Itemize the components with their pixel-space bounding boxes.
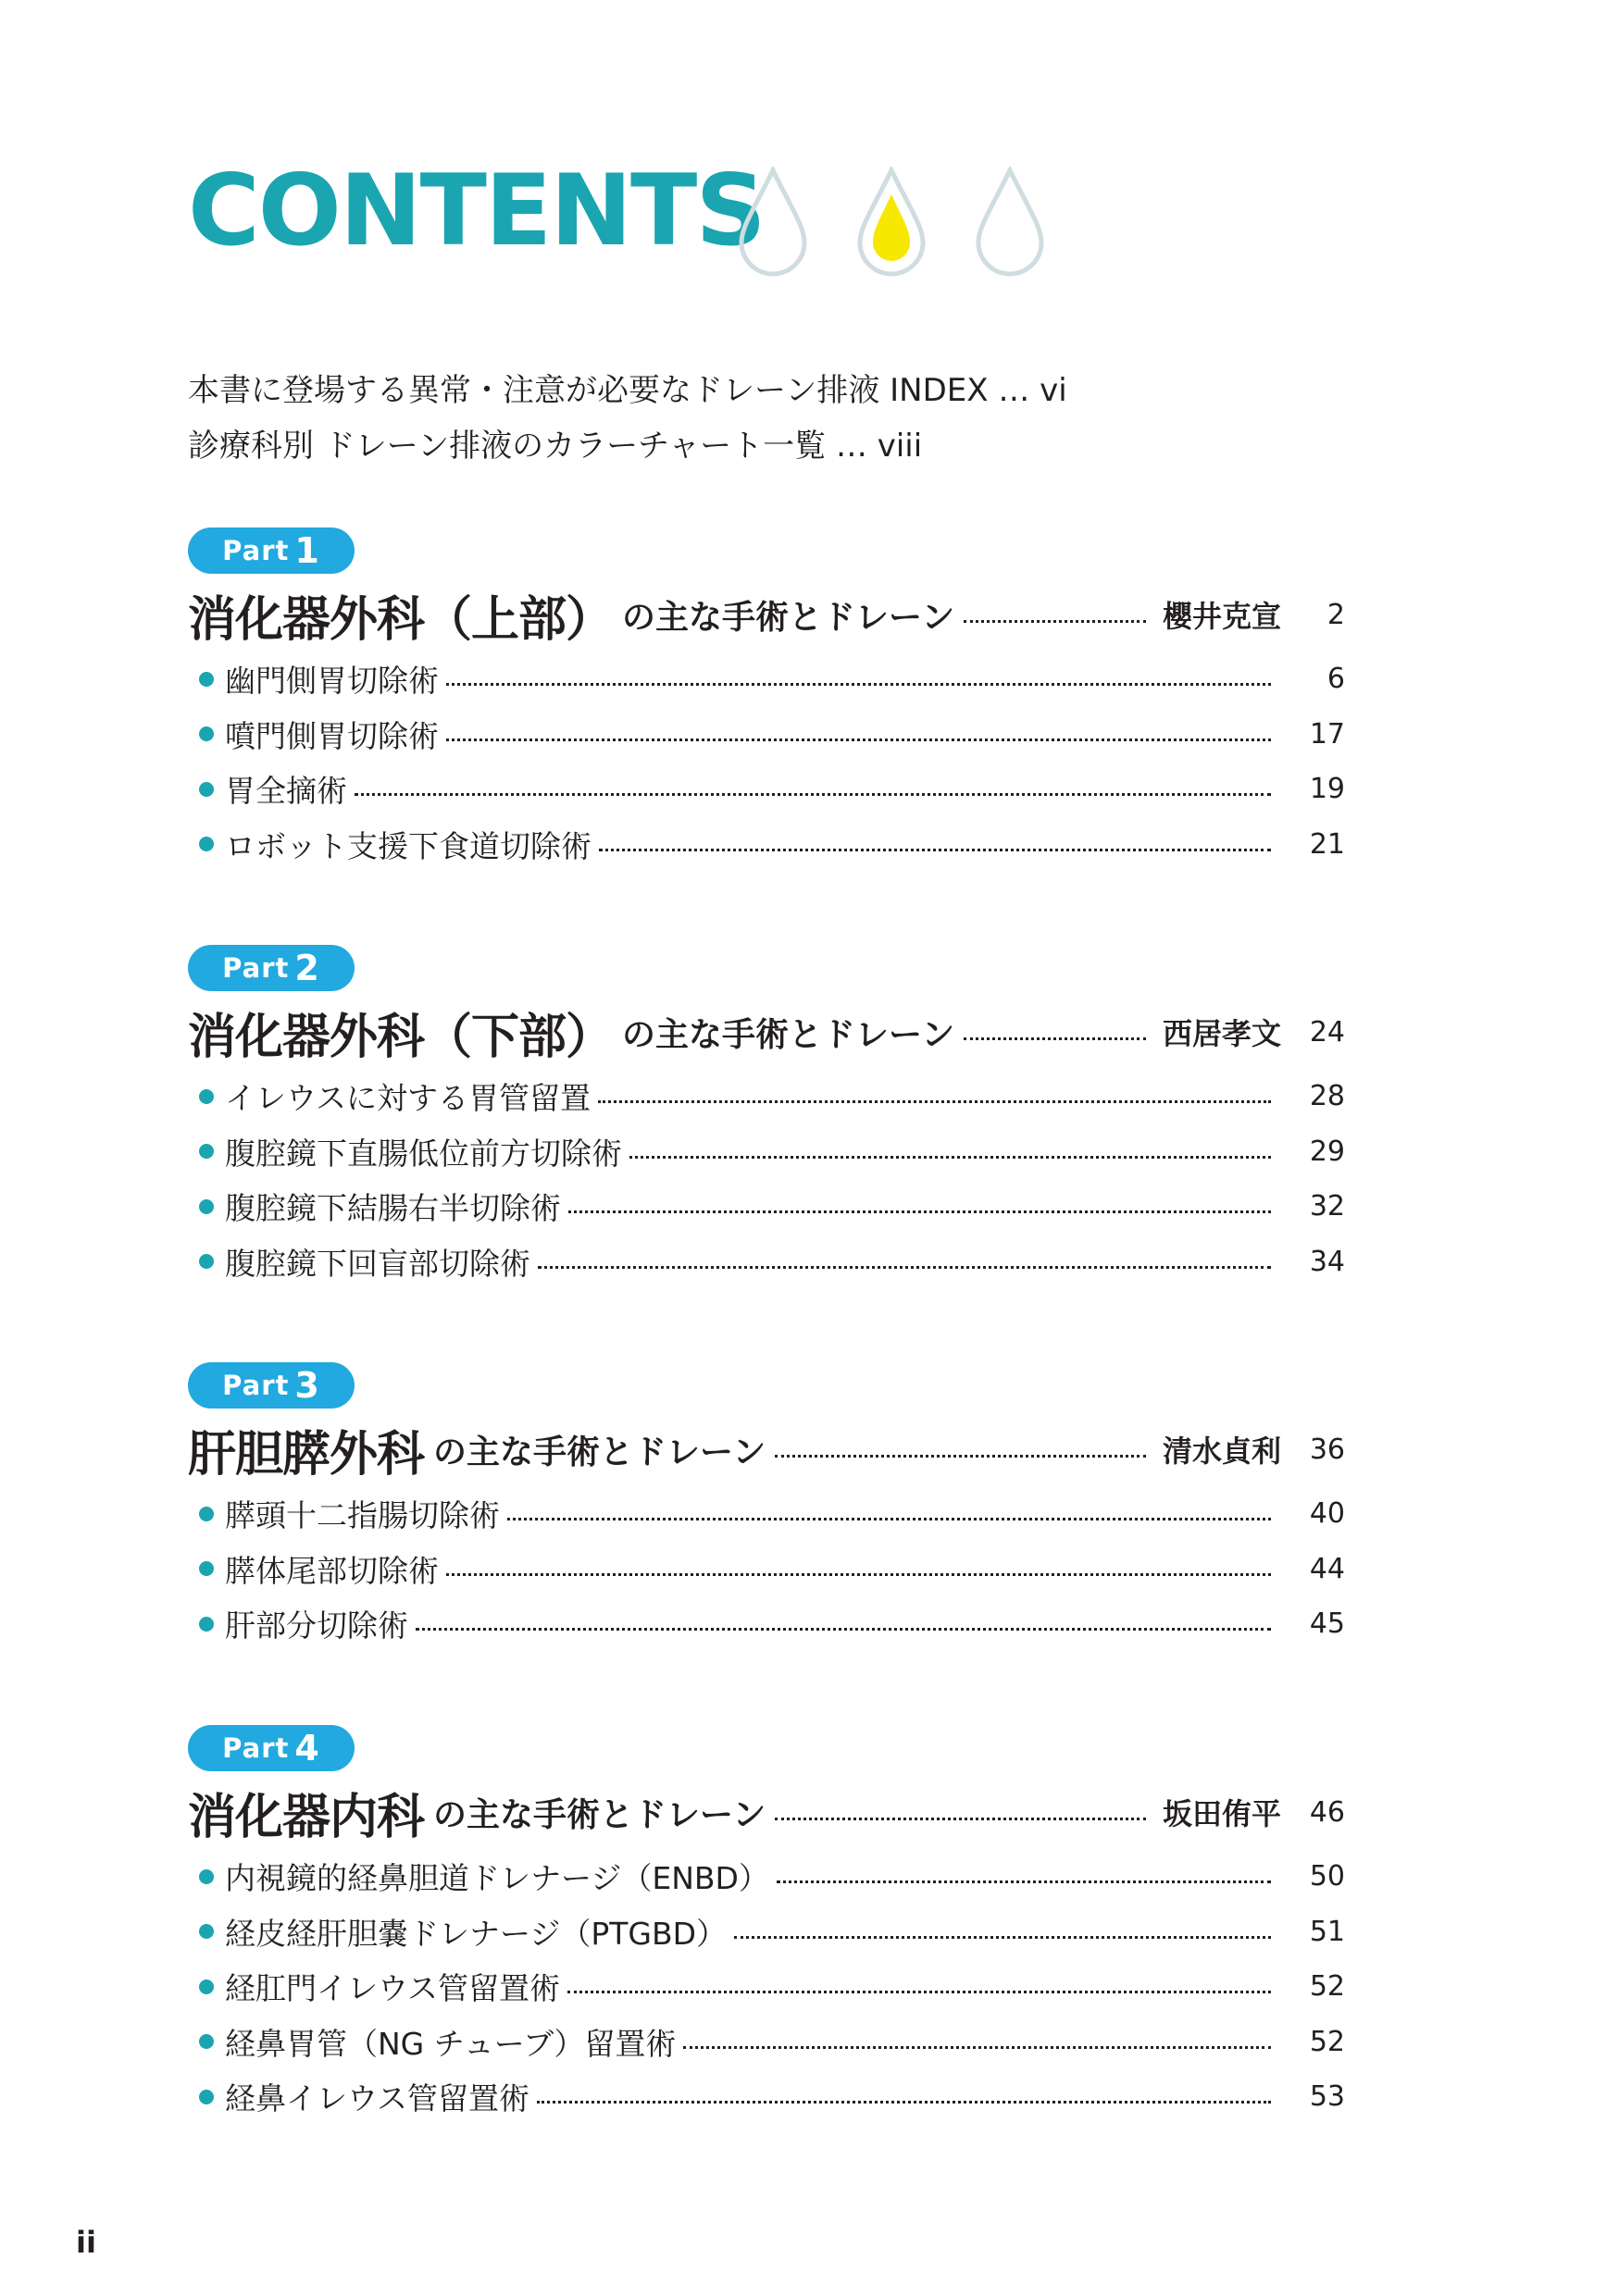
- part-badge: [188, 1362, 355, 1409]
- toc-item-page: 44: [1309, 1552, 1345, 1585]
- bullet-icon: [199, 782, 214, 797]
- drop-outline-icon: [741, 170, 804, 274]
- part-badge-number: 1: [294, 530, 320, 571]
- bullet-icon: [199, 1617, 214, 1632]
- part-badge-label: Part: [222, 535, 290, 566]
- leader-dots: [775, 1455, 1146, 1458]
- toc-item[interactable]: [199, 1069, 1345, 1124]
- bullet-icon: [199, 1507, 214, 1521]
- part-badge-number: 4: [294, 1728, 320, 1769]
- toc-item-label: ロボット支援下食道切除術: [225, 827, 592, 864]
- toc-item[interactable]: [199, 1959, 1345, 2015]
- bullet-icon: [199, 726, 214, 741]
- toc-item-page: 50: [1309, 1860, 1345, 1893]
- bullet-icon: [199, 1254, 214, 1269]
- part-heading[interactable]: [188, 1414, 1345, 1484]
- part-badge-number: 3: [294, 1365, 320, 1406]
- toc-item-label: 胃全摘術: [225, 773, 347, 810]
- toc-item-page: 34: [1309, 1245, 1345, 1278]
- drop-filled-icon: [873, 194, 910, 261]
- bullet-icon: [199, 2090, 214, 2104]
- toc-item-label: 肝部分切除術: [225, 1607, 408, 1644]
- leader-dots: [446, 738, 1271, 741]
- part-author: 櫻井克宣: [1163, 599, 1282, 634]
- part-author: 清水貞利: [1163, 1433, 1282, 1469]
- bullet-icon: [199, 672, 214, 687]
- bullet-icon: [199, 1924, 214, 1939]
- toc-list: [199, 1849, 1345, 2125]
- part-heading[interactable]: [188, 1777, 1345, 1847]
- toc-item[interactable]: [199, 1905, 1345, 1960]
- toc-item[interactable]: [199, 2015, 1345, 2070]
- part-badge-label: Part: [222, 1732, 290, 1764]
- leader-dots: [538, 1266, 1271, 1269]
- leader-dots: [683, 2046, 1271, 2049]
- toc-item-page: 53: [1309, 2080, 1345, 2114]
- part-page-number: 24: [1309, 1015, 1345, 1049]
- part-badge-label: Part: [222, 952, 290, 984]
- leader-dots: [416, 1628, 1271, 1631]
- leader-dots: [777, 1880, 1271, 1883]
- toc-item-page: 28: [1309, 1080, 1345, 1113]
- part-subtitle: の主な手術とドレーン: [622, 598, 955, 637]
- bullet-icon: [199, 1144, 214, 1159]
- part-badge: [188, 1725, 355, 1771]
- toc-item[interactable]: [199, 1849, 1345, 1905]
- leader-dots: [734, 1936, 1271, 1939]
- toc-item[interactable]: [199, 1235, 1345, 1290]
- toc-list: [199, 1069, 1345, 1289]
- leader-dots: [964, 1037, 1146, 1040]
- toc-item-label: 腹腔鏡下回盲部切除術: [225, 1245, 530, 1282]
- toc-item[interactable]: [199, 652, 1345, 707]
- bullet-icon: [199, 837, 214, 851]
- toc-item-page: 51: [1309, 1915, 1345, 1948]
- part-heading[interactable]: [188, 997, 1345, 1067]
- leader-dots: [537, 2101, 1271, 2104]
- part-subtitle: の主な手術とドレーン: [433, 1795, 766, 1834]
- toc-item-page: 6: [1326, 663, 1345, 696]
- part-badge-label: Part: [222, 1370, 290, 1401]
- part-author: 坂田侑平: [1163, 1796, 1282, 1831]
- part-author: 西居孝文: [1163, 1016, 1282, 1051]
- leader-dots: [964, 620, 1146, 623]
- leader-dots: [355, 793, 1271, 796]
- part-badge: [188, 945, 355, 991]
- page-title: CONTENTS: [188, 154, 765, 267]
- toc-list: [199, 652, 1345, 872]
- toc-item-label: 膵頭十二指腸切除術: [225, 1497, 500, 1534]
- toc-item-label: 幽門側胃切除術: [225, 663, 439, 700]
- leader-dots: [446, 683, 1271, 686]
- leader-dots: [567, 1991, 1271, 1993]
- toc-item[interactable]: [199, 2069, 1345, 2125]
- toc-item[interactable]: [199, 1596, 1345, 1652]
- leader-dots: [775, 1818, 1146, 1820]
- toc-item-label: 腹腔鏡下結腸右半切除術: [225, 1190, 561, 1227]
- toc-item-label: イレウスに対する胃管留置: [225, 1080, 592, 1117]
- leader-dots: [629, 1156, 1271, 1159]
- toc-item-label: 経鼻胃管（NG チューブ）留置術: [225, 2025, 677, 2062]
- intro-links: [188, 363, 1067, 474]
- leader-dots: [568, 1210, 1271, 1213]
- toc-item-label: 腹腔鏡下直腸低位前方切除術: [225, 1135, 622, 1172]
- toc-item-page: 29: [1309, 1135, 1345, 1168]
- toc-item[interactable]: [199, 762, 1345, 817]
- bullet-icon: [199, 1199, 214, 1214]
- part-heading[interactable]: [188, 579, 1345, 650]
- bullet-icon: [199, 1089, 214, 1104]
- toc-list: [199, 1486, 1345, 1652]
- part-title: 消化器外科（下部）: [188, 1009, 614, 1065]
- part-title: 消化器内科: [188, 1789, 425, 1845]
- bullet-icon: [199, 1561, 214, 1576]
- part-page-number: 36: [1309, 1433, 1345, 1466]
- toc-item-page: 40: [1309, 1497, 1345, 1531]
- page-number: ii: [76, 2225, 96, 2260]
- toc-item[interactable]: [199, 707, 1345, 763]
- toc-item-page: 19: [1309, 773, 1345, 806]
- part-title: 肝胆膵外科: [188, 1426, 425, 1483]
- bullet-icon: [199, 1980, 214, 1994]
- drop-icons: [736, 167, 1051, 278]
- toc-item[interactable]: [199, 1179, 1345, 1235]
- part-page-number: 46: [1309, 1795, 1345, 1829]
- part-subtitle: の主な手術とドレーン: [622, 1015, 955, 1054]
- leader-dots: [599, 849, 1271, 851]
- part-title: 消化器外科（上部）: [188, 591, 614, 648]
- toc-item[interactable]: [199, 1542, 1345, 1597]
- leader-dots: [507, 1518, 1271, 1520]
- toc-item-page: 21: [1309, 827, 1345, 861]
- leader-dots: [446, 1573, 1271, 1576]
- toc-item-page: 52: [1309, 1970, 1345, 2004]
- toc-item-label: 内視鏡的経鼻胆道ドレナージ（ENBD）: [225, 1860, 769, 1897]
- part-subtitle: の主な手術とドレーン: [433, 1433, 766, 1471]
- drop-outline-icon: [978, 170, 1041, 274]
- bullet-icon: [199, 2034, 214, 2049]
- part-page-number: 2: [1326, 598, 1345, 631]
- toc-item-page: 32: [1309, 1190, 1345, 1223]
- toc-item[interactable]: [199, 817, 1345, 873]
- toc-item-label: 膵体尾部切除術: [225, 1552, 439, 1589]
- toc-item-label: 経鼻イレウス管留置術: [225, 2080, 530, 2117]
- toc-item-page: 52: [1309, 2025, 1345, 2058]
- bullet-icon: [199, 1869, 214, 1884]
- part-badge: [188, 527, 355, 574]
- toc-item-label: 経肛門イレウス管留置術: [225, 1970, 561, 2007]
- intro-link[interactable]: 本書に登場する異常・注意が必要なドレーン排液 INDEX … vi: [188, 372, 1067, 409]
- toc-item[interactable]: [199, 1486, 1345, 1542]
- leader-dots: [598, 1100, 1271, 1103]
- toc-item[interactable]: [199, 1124, 1345, 1180]
- toc-item-label: 経皮経肝胆嚢ドレナージ（PTGBD）: [225, 1915, 728, 1952]
- toc-item-page: 45: [1309, 1607, 1345, 1641]
- intro-link[interactable]: 診療科別 ドレーン排液のカラーチャート一覧 … viii: [188, 428, 923, 465]
- toc-item-page: 17: [1309, 717, 1345, 751]
- part-badge-number: 2: [294, 948, 320, 988]
- toc-item-label: 噴門側胃切除術: [225, 717, 439, 754]
